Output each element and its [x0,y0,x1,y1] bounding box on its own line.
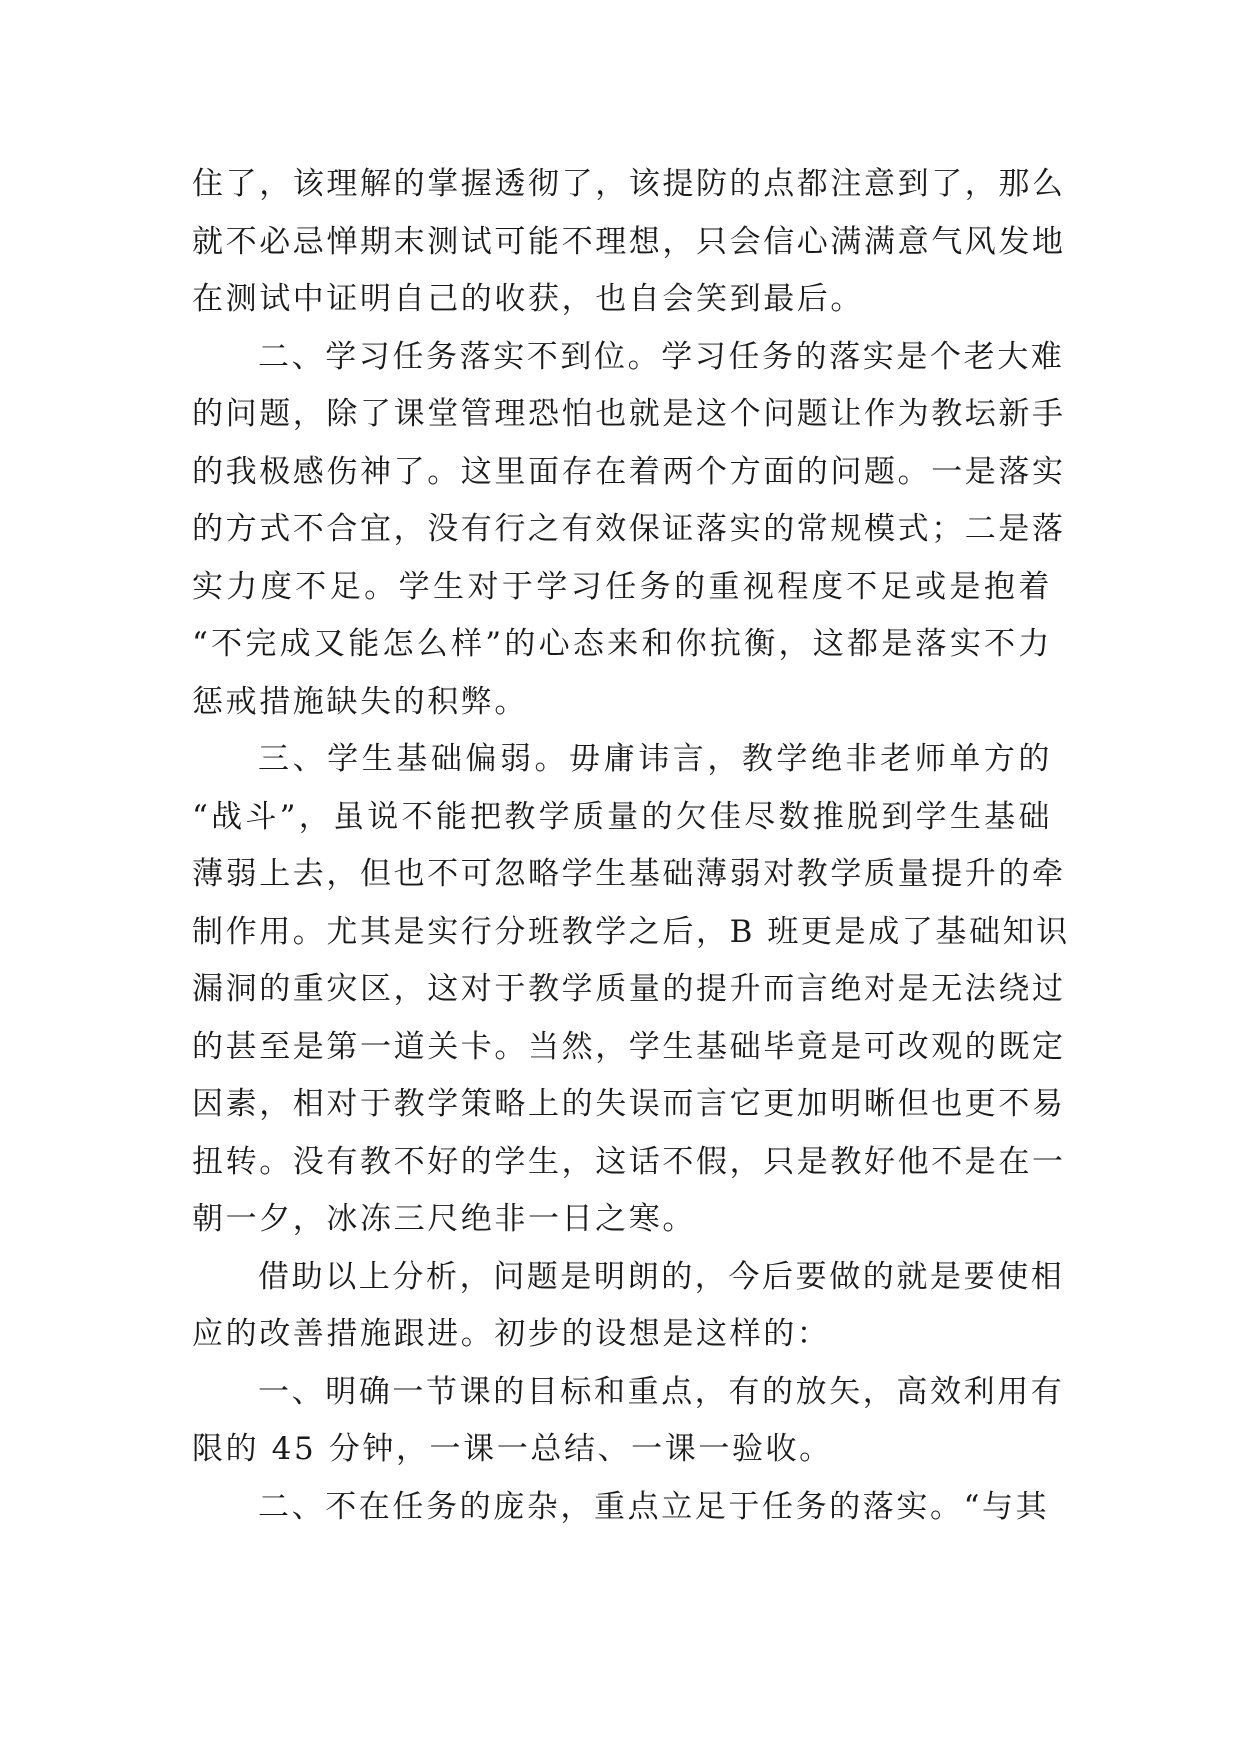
text-line: “战斗”，虽说不能把教学质量的欠佳尽数推脱到学生基础 [192,798,1052,835]
text-line: 二、不在任务的庞杂，重点立足于任务的落实。“与其 [258,1488,1050,1525]
paragraph [192,329,1066,732]
text-line: 住了，该理解的掌握透彻了，该提防的点都注意到了，那么 [192,166,1066,202]
text-line: 制作用。尤其是实行分班教学之后，B 班更是成了基础知识 [192,913,1070,950]
text-line: 应的改善措施跟进。初步的设想是这样的： [192,1316,831,1352]
document-body [192,156,1070,1536]
text-line: “不完成又能怎么样”的心态来和你抗衡，这都是落实不力 [192,626,1052,662]
paragraph [192,1479,1052,1537]
text-line: 在测试中证明自己的收获，也自会笑到最后。 [192,281,864,317]
text-line: 的问题，除了课堂管理恐怕也就是这个问题让作为教坛新手 [192,396,1066,432]
paragraph [192,1249,1065,1364]
text-line: 借助以上分析，问题是明朗的，今后要做的就是要使相 [258,1258,1065,1295]
text-line: 实力度不足。学生对于学习任务的重视程度不足或是抱着 [192,568,1052,605]
paragraph [192,731,1070,1249]
text-line: 惩戒措施缺失的积弊。 [192,683,528,720]
text-line: 二、学习任务落实不到位。学习任务的落实是个老大难 [258,338,1065,375]
text-line: 扭转。没有教不好的学生，这话不假，只是教好他不是在一 [192,1143,1066,1180]
text-line: 限的 45 分钟，一课一总结、一课一验收。 [192,1431,833,1467]
paragraph [192,1364,1065,1479]
text-line: 的方式不合宜，没有行之有效保证落实的常规模式；二是落 [192,511,1066,547]
paragraph [192,156,1066,329]
text-line: 的甚至是第一道关卡。当然，学生基础毕竟是可改观的既定 [192,1028,1066,1065]
text-line: 三、学生基础偏弱。毋庸讳言，教学绝非老师单方的 [258,741,1052,777]
text-line: 因素，相对于教学策略上的失误而言它更加明晰但也更不易 [192,1086,1066,1122]
text-line: 就不必忌惮期末测试可能不理想，只会信心满满意气风发地 [192,223,1066,260]
text-line: 朝一夕，冰冻三尺绝非一日之寒。 [192,1201,696,1237]
text-line: 的我极感伤神了。这里面存在着两个方面的问题。一是落实 [192,453,1066,490]
text-line: 一、明确一节课的目标和重点，有的放矢，高效利用有 [258,1373,1065,1410]
text-line: 漏洞的重灾区，这对于教学质量的提升而言绝对是无法绕过 [192,971,1066,1007]
text-line: 薄弱上去，但也不可忽略学生基础薄弱对教学质量提升的牵 [192,856,1066,892]
